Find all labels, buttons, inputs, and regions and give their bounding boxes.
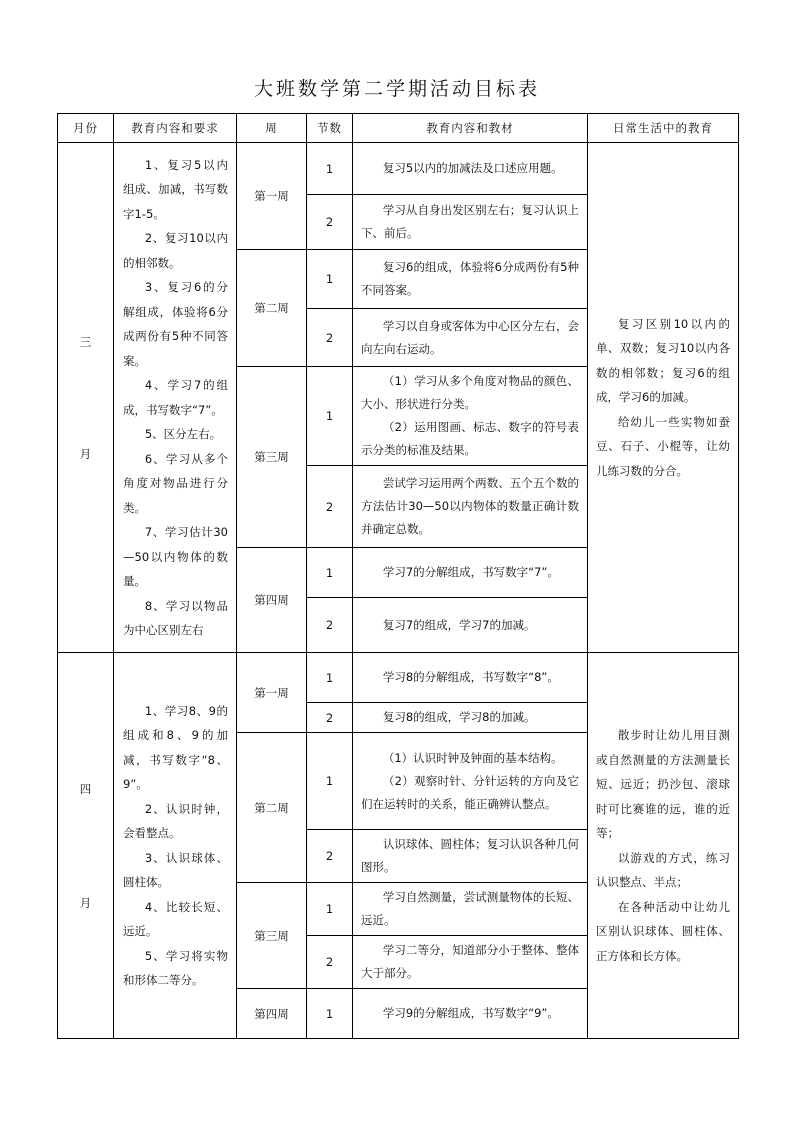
header-requirements: 教育内容和要求 (114, 114, 237, 143)
lesson-number: 1 (307, 653, 353, 703)
lesson-content (353, 883, 588, 936)
daily-education-cell-april (588, 653, 739, 1039)
lesson-content (353, 143, 588, 195)
lesson-content (353, 598, 588, 653)
requirements-cell-april (114, 653, 237, 1039)
lesson-number: 1 (307, 989, 353, 1039)
lesson-content-line: 学习从自身出发区别左右；复习认识上下、前后。 (361, 203, 579, 240)
page-title: 大班数学第二学期活动目标表 (253, 78, 540, 100)
lesson-content-line: （1）认识时钟及钟面的基本结构。 (382, 750, 563, 765)
lesson-number: 1 (307, 367, 353, 466)
week-cell: 第二周 (237, 250, 307, 367)
lesson-number: 1 (307, 883, 353, 936)
daily-education-item: 散步时让幼儿用目测或自然测量的方法测量长短、远近；扔沙包、滚球时可比赛谁的远，谁的近等； (596, 728, 730, 840)
table-row (58, 653, 739, 703)
activity-goal-table (57, 113, 739, 1039)
daily-education-item: 在各种活动中让幼儿区别认识球体、圆柱体、正方体和长方体。 (596, 899, 730, 963)
lesson-content (353, 548, 588, 598)
lesson-content (353, 703, 588, 733)
lesson-content (353, 250, 588, 309)
lesson-content-line: 学习7的分解组成，书写数字“7”。 (382, 565, 559, 579)
lesson-number: 1 (307, 548, 353, 598)
header-month: 月份 (58, 114, 114, 143)
daily-education-item: 以游戏的方式，练习认识整点、半点； (596, 850, 730, 889)
requirement-item: 6、学习从多个角度对物品进行分类。 (123, 451, 228, 515)
lesson-content (353, 309, 588, 367)
header-content: 教育内容和教材 (353, 114, 588, 143)
month-cell-march (58, 143, 114, 653)
lesson-content (353, 466, 588, 548)
lesson-content-line: （1）学习从多个角度对物品的颜色、大小、形状进行分类。 (361, 374, 579, 411)
month-char: 四 (79, 781, 92, 796)
lesson-number: 1 (307, 143, 353, 195)
lesson-content-line: （2）运用图画、标志、数字的符号表示分类的标准及结果。 (361, 420, 579, 457)
lesson-content-line: （2）观察时针、分针运转的方向及它们在运转时的关系，能正确辨认整点。 (361, 773, 579, 811)
lesson-content (353, 195, 588, 250)
lesson-content-line: 尝试学习运用两个两数、五个五个数的方法估计30—50以内物体的数量正确计数并确定总数。 (361, 476, 579, 536)
lesson-content-line: 复习7的组成，学习7的加减。 (382, 617, 536, 632)
week-cell: 第四周 (237, 548, 307, 653)
lesson-number: 2 (307, 309, 353, 367)
lesson-content-line: 认识球体、圆柱体；复习认识各种几何图形。 (361, 837, 579, 874)
header-daily-education: 日常生活中的教育 (588, 114, 739, 143)
lesson-content-line: 学习以自身或客体为中心区分左右，会向左向右运动。 (361, 318, 579, 356)
lesson-number: 2 (307, 466, 353, 548)
lesson-number: 1 (307, 250, 353, 309)
header-row (58, 114, 739, 143)
week-cell: 第三周 (237, 883, 307, 989)
lesson-content (353, 733, 588, 830)
requirement-item: 5、区分左右。 (144, 427, 222, 441)
lesson-content-line: 复习8的组成，学习8的加减。 (382, 710, 536, 724)
lesson-content (353, 830, 588, 883)
lesson-content-line: 复习6的组成，体验将6分成两份有5种不同答案。 (361, 260, 579, 297)
week-cell: 第四周 (237, 989, 307, 1039)
lesson-content-line: 学习二等分，知道部分小于整体、整体大于部分。 (361, 943, 579, 980)
week-cell: 第二周 (237, 733, 307, 883)
month-char: 三 (79, 334, 92, 349)
header-lesson-number: 节数 (307, 114, 353, 143)
requirement-item: 1、复习5以内组成、加减，书写数字1-5。 (123, 157, 228, 221)
lesson-number: 2 (307, 598, 353, 653)
lesson-number: 2 (307, 195, 353, 250)
lesson-number: 2 (307, 936, 353, 989)
lesson-content-line: 学习自然测量，尝试测量物体的长短、远近。 (361, 890, 579, 927)
lesson-content-line: 复习5以内的加减法及口述应用题。 (382, 161, 563, 175)
lesson-content (353, 367, 588, 466)
week-cell: 第三周 (237, 367, 307, 548)
daily-education-item: 给幼儿一些实物如蚕豆、石子、小棍等，让幼儿练习数的分合。 (596, 414, 730, 478)
week-cell: 第一周 (237, 143, 307, 250)
requirements-cell-march (114, 143, 237, 653)
week-cell: 第一周 (237, 653, 307, 733)
requirement-item: 5、学习将实物和形体二等分。 (123, 948, 228, 987)
lesson-content (353, 936, 588, 989)
requirement-item: 7、学习估计30—50以内物体的数量。 (123, 525, 228, 588)
month-cell-april (58, 653, 114, 1039)
month-char: 月 (79, 446, 92, 461)
daily-education-cell-march (588, 143, 739, 653)
month-char: 月 (79, 895, 92, 910)
table-row (58, 143, 739, 195)
lesson-content-line: 学习9的分解组成，书写数字“9”。 (382, 1006, 559, 1020)
requirement-item: 4、比较长短、远近。 (123, 899, 228, 938)
lesson-number: 2 (307, 703, 353, 733)
lesson-number: 1 (307, 733, 353, 830)
requirement-item: 3、认识球体、圆柱体。 (123, 850, 228, 889)
requirement-item: 4、学习7的组成，书写数字“7”。 (123, 378, 228, 417)
lesson-number: 2 (307, 830, 353, 883)
lesson-content-line: 学习8的分解组成，书写数字“8”。 (382, 670, 559, 684)
daily-education-item: 复习区别10以内的单、双数；复习10以内各数的相邻数；复习6的组成，学习6的加减。 (596, 316, 730, 405)
requirement-item: 3、复习6的分解组成，体验将6分成两份有5种不同答案。 (123, 280, 228, 368)
requirement-item: 2、认识时钟，会看整点。 (123, 801, 228, 840)
header-week: 周 (237, 114, 307, 143)
lesson-content (353, 989, 588, 1039)
requirement-item: 2、复习10以内的相邻数。 (123, 231, 228, 270)
lesson-content (353, 653, 588, 703)
requirement-item: 1、学习8、9的组成和8、9的加减，书写数字“8、9”。 (123, 703, 228, 791)
requirement-item: 8、学习以物品为中心区别左右 (123, 598, 228, 637)
